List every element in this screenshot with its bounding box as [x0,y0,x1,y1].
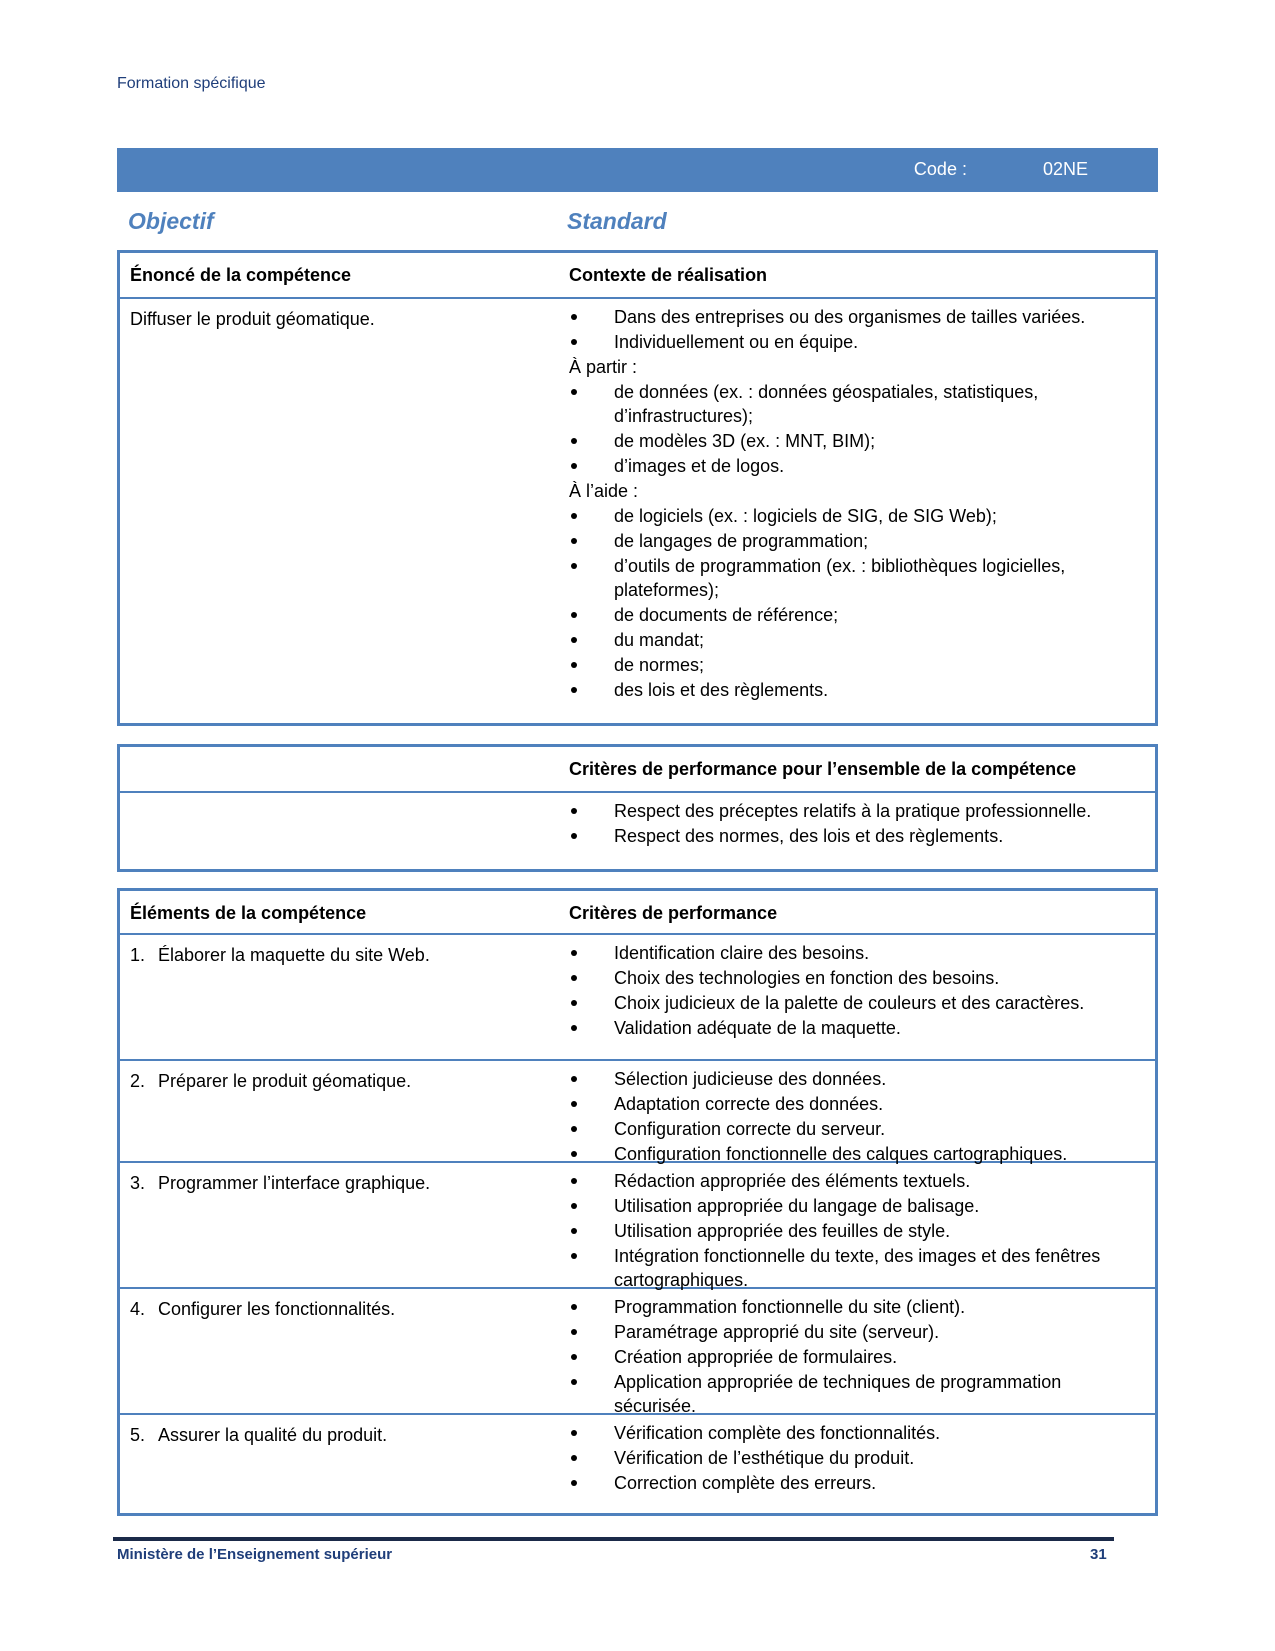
global-criteria-header [120,747,1155,793]
global-criteria-heading: Critères de performance pour l’ensemble de la compétence [569,759,1077,779]
list-item-text: Dans des entreprises ou des organismes de tailles variées. [614,307,1086,327]
context-item [569,305,1129,329]
performance-criterion [569,966,1129,990]
list-item-text: Intégration fonctionnelle du texte, des images et des fenêtres cartographiques. [614,1246,1101,1290]
bullet-icon [571,538,577,544]
list-item-text: Choix des technologies en fonction des besoins. [614,968,1000,988]
global-criteria-box [117,744,1158,872]
bullet-icon [571,563,577,569]
bullet-icon [571,1151,577,1157]
element-row [120,935,1155,1061]
list-item-text: Utilisation appropriée du langage de balisage. [614,1196,980,1216]
bullet-icon [571,612,577,618]
element-criteria-list [569,1169,1129,1292]
element-number: 4. [130,1299,146,1319]
list-item-text: Respect des préceptes relatifs à la pratique professionnelle. [614,801,1092,821]
context-item [569,380,1129,428]
bullet-icon [571,339,577,345]
global-criterion [569,799,1129,823]
bullet-icon [571,1025,577,1031]
list-item-text: Vérification de l’esthétique du produit. [614,1448,915,1468]
bullet-icon [571,950,577,956]
list-item-text: du mandat; [614,630,705,650]
element-criteria-list [569,1295,1129,1418]
element-title-text: Programmer l’interface graphique. [158,1173,431,1193]
list-item-text: de langages de programmation; [614,531,869,551]
list-item-text: À l’aide : [569,481,639,501]
bullet-icon [571,687,577,693]
footer-page-number: 31 [1090,1546,1107,1563]
element-number: 5. [130,1425,146,1445]
list-item-text: Validation adéquate de la maquette. [614,1018,901,1038]
context-item [569,429,1129,453]
bullet-icon [571,438,577,444]
context-item [569,603,1129,627]
element-row [120,1163,1155,1289]
performance-criterion [569,1219,1129,1243]
performance-criterion [569,1067,1129,1091]
competence-statement: Diffuser le produit géomatique. [130,309,375,329]
list-item-text: Création appropriée de formulaires. [614,1347,898,1367]
bullet-icon [571,1455,577,1461]
element-criteria-list [569,941,1129,1040]
code-text [914,159,1088,180]
context-item [569,628,1129,652]
performance-criterion [569,1244,1129,1292]
list-item-text: de données (ex. : données géospatiales, statistiques, d’infrastructures); [614,382,1039,426]
performance-criterion [569,1471,1129,1495]
list-item-text: Individuellement ou en équipe. [614,332,859,352]
bullet-icon [571,662,577,668]
footer-rule [113,1537,1114,1541]
context-subheading [569,355,1129,379]
performance-criterion [569,1092,1129,1116]
elements-heading: Éléments de la compétence [130,903,367,923]
performance-criterion [569,1194,1129,1218]
list-item-text: d’images et de logos. [614,456,785,476]
performance-criterion [569,941,1129,965]
performance-criterion [569,991,1129,1015]
performance-criterion [569,1370,1129,1418]
performance-criterion [569,1169,1129,1193]
standard-heading: Standard [567,208,667,234]
list-item-text: Rédaction appropriée des éléments textuels. [614,1171,971,1191]
bullet-icon [571,1304,577,1310]
bullet-icon [571,1253,577,1259]
performance-criterion [569,1345,1129,1369]
list-item-text: À partir : [569,357,638,377]
global-criterion [569,824,1129,848]
bullet-icon [571,513,577,519]
context-item [569,330,1129,354]
performance-criterion [569,1446,1129,1470]
context-item [569,529,1129,553]
bullet-icon [571,1354,577,1360]
list-item-text: Programmation fonctionnelle du site (client). [614,1297,966,1317]
list-item-text: Utilisation appropriée des feuilles de style. [614,1221,951,1241]
element-title [130,1069,411,1093]
competence-box [117,250,1158,726]
bullet-icon [571,833,577,839]
bullet-icon [571,1178,577,1184]
list-item-text: Correction complète des erreurs. [614,1473,877,1493]
bullet-icon [571,1480,577,1486]
element-title-text: Préparer le produit géomatique. [158,1071,412,1091]
performance-criterion [569,1320,1129,1344]
competence-box-header [120,253,1155,299]
context-subheading [569,479,1129,503]
list-item-text: Respect des normes, des lois et des règlements. [614,826,1004,846]
context-item [569,554,1129,602]
bullet-icon [571,637,577,643]
element-title-text: Élaborer la maquette du site Web. [158,945,430,965]
context-list [569,305,1129,703]
list-item-text: de normes; [614,655,705,675]
elements-box-header [120,891,1155,935]
performance-criterion [569,1117,1129,1141]
elements-body [120,935,1155,1491]
bullet-icon [571,1101,577,1107]
element-title [130,1297,395,1321]
bullet-icon [571,1228,577,1234]
element-title [130,943,430,967]
list-item-text: Configuration fonctionnelle des calques cartographiques. [614,1144,1068,1164]
list-item-text: Choix judicieux de la palette de couleurs et des caractères. [614,993,1085,1013]
elements-box [117,888,1158,1516]
bullet-icon [571,1000,577,1006]
bullet-icon [571,463,577,469]
bullet-icon [571,808,577,814]
context-item [569,678,1129,702]
code-value: 02NE [1042,159,1088,179]
competence-statement-heading: Énoncé de la compétence [130,265,352,285]
footer-ministry: Ministère de l’Enseignement supérieur [117,1546,393,1563]
list-item-text: Adaptation correcte des données. [614,1094,884,1114]
page-header-label: Formation spécifique [117,75,266,92]
element-number: 2. [130,1071,146,1091]
element-criteria-list [569,1067,1129,1166]
performance-criteria-heading: Critères de performance [569,903,778,923]
list-item-text: des lois et des règlements. [614,680,829,700]
element-row [120,1289,1155,1415]
bullet-icon [571,975,577,981]
code-bar [117,148,1158,192]
bullet-icon [571,389,577,395]
element-title-text: Configurer les fonctionnalités. [158,1299,396,1319]
code-label: Code : [913,159,967,179]
context-item [569,504,1129,528]
list-item-text: Configuration correcte du serveur. [614,1119,886,1139]
bullet-icon [571,1379,577,1385]
element-title [130,1171,430,1195]
list-item-text: de documents de référence; [614,605,839,625]
performance-criterion [569,1421,1129,1445]
bullet-icon [571,1076,577,1082]
global-criteria-list [569,799,1129,849]
element-row [120,1415,1155,1491]
list-item-text: Vérification complète des fonctionnalités. [614,1423,941,1443]
context-item [569,653,1129,677]
list-item-text: Identification claire des besoins. [614,943,870,963]
list-item-text: d’outils de programmation (ex. : bibliothèques logicielles, plateformes); [614,556,1066,600]
list-item-text: de logiciels (ex. : logiciels de SIG, de SIG Web); [614,506,997,526]
element-criteria-list [569,1421,1129,1495]
bullet-icon [571,1203,577,1209]
list-item-text: de modèles 3D (ex. : MNT, BIM); [614,431,876,451]
element-row [120,1061,1155,1163]
element-number: 1. [130,945,146,965]
bullet-icon [571,314,577,320]
column-titles [128,208,1148,238]
bullet-icon [571,1329,577,1335]
bullet-icon [571,1430,577,1436]
bullet-icon [571,1126,577,1132]
performance-criterion [569,1016,1129,1040]
performance-criterion [569,1295,1129,1319]
element-title [130,1423,387,1447]
objective-heading: Objectif [128,208,214,234]
list-item-text: Sélection judicieuse des données. [614,1069,887,1089]
element-number: 3. [130,1173,146,1193]
list-item-text: Paramétrage approprié du site (serveur). [614,1322,940,1342]
element-title-text: Assurer la qualité du produit. [158,1425,388,1445]
context-item [569,454,1129,478]
list-item-text: Application appropriée de techniques de programmation sécurisée. [614,1372,1062,1416]
context-heading: Contexte de réalisation [569,265,768,285]
